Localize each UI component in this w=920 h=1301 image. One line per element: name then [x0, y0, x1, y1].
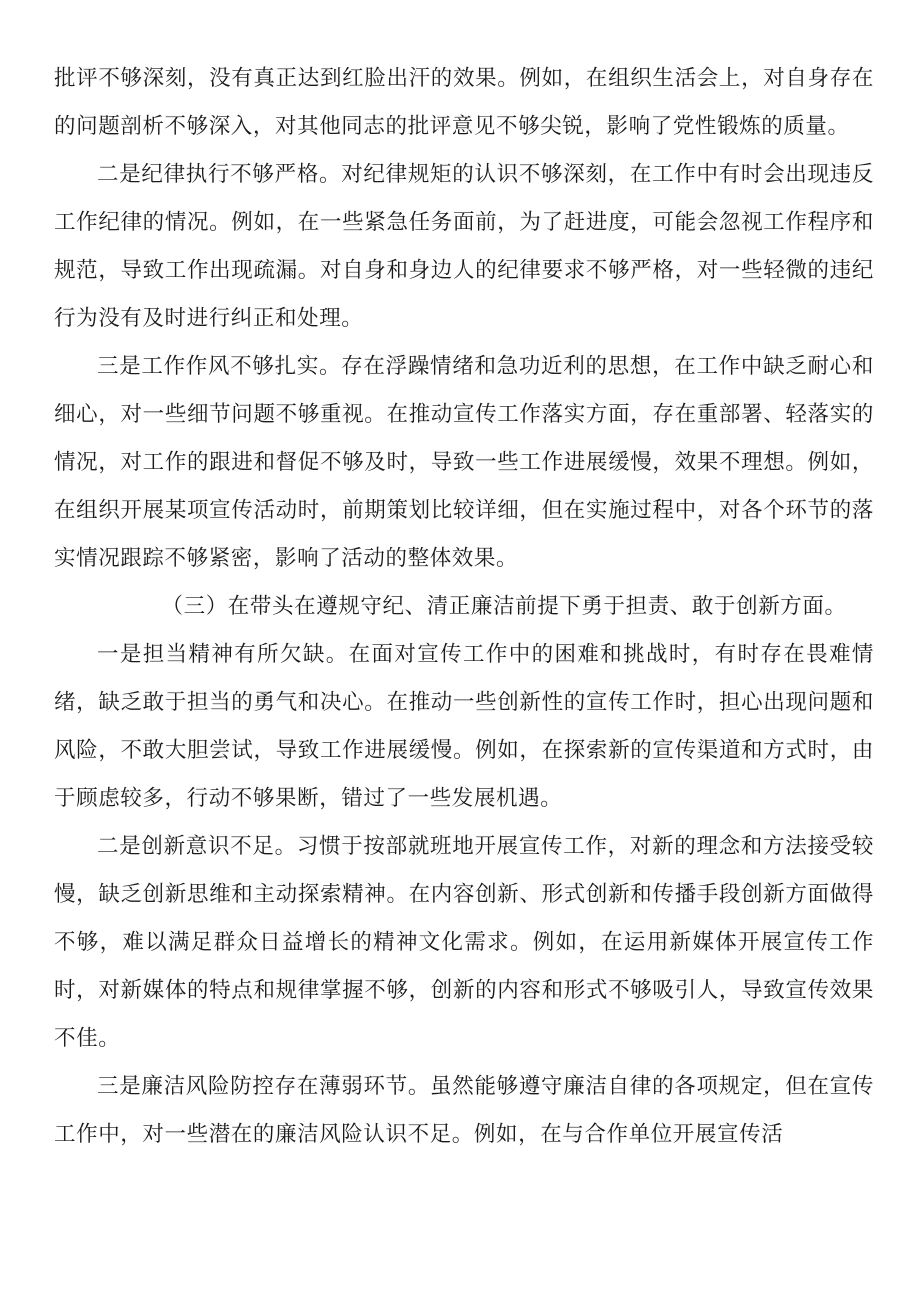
paragraph-work-style: 三是工作作风不够扎实。存在浮躁情绪和急功近利的思想，在工作中缺乏耐心和细心，对一些细节问题不够重视。在推动宣传工作落实方面，存在重部署、轻落实的情况，对工作的跟进和督促不够及时，导致一些工作进展缓慢，效果不理想。例如，在组织开展某项宣传活动时，前期策划比较详细，但在实施过程中，对各个环节的落实情况跟踪不够紧密，影响了活动的整体效果。 — [54, 354, 874, 571]
paragraph-discipline: 二是纪律执行不够严格。对纪律规矩的认识不够深刻，在工作中有时会出现违反工作纪律的情况。例如，在一些紧急任务面前，为了赶进度，可能会忽视工作程序和规范，导致工作出现疏漏。对自身和身边人的纪律要求不够严格，对一些轻微的违纪行为没有及时进行纠正和处理。 — [54, 162, 874, 331]
paragraph-responsibility: 一是担当精神有所欠缺。在面对宣传工作中的困难和挑战时，有时存在畏难情绪，缺乏敢于担当的勇气和决心。在推动一些创新性的宣传工作时，担心出现问题和风险，不敢大胆尝试，导致工作进展缓慢。例如，在探索新的宣传渠道和方式时，由于顾虑较多，行动不够果断，错过了一些发展机遇。 — [54, 642, 874, 811]
document-body — [54, 55, 874, 1159]
paragraph-continuation: 批评不够深刻，没有真正达到红脸出汗的效果。例如，在组织生活会上，对自身存在的问题剖析不够深入，对其他同志的批评意见不够尖锐，影响了党性锻炼的质量。 — [54, 66, 874, 139]
section-heading-three: （三）在带头在遵规守纪、清正廉洁前提下勇于担责、敢于创新方面。 — [161, 594, 847, 619]
paragraph-innovation: 二是创新意识不足。习惯于按部就班地开展宣传工作，对新的理念和方法接受较慢，缺乏创新思维和主动探索精神。在内容创新、形式创新和传播手段创新方面做得不够，难以满足群众日益增长的精神文化需求。例如，在运用新媒体开展宣传工作时，对新媒体的特点和规律掌握不够，创新的内容和形式不够吸引人，导致宣传效果不佳。 — [54, 834, 874, 1051]
paragraph-integrity-risk: 三是廉洁风险防控存在薄弱环节。虽然能够遵守廉洁自律的各项规定，但在宣传工作中，对一些潜在的廉洁风险认识不足。例如，在与合作单位开展宣传活 — [54, 1074, 874, 1147]
